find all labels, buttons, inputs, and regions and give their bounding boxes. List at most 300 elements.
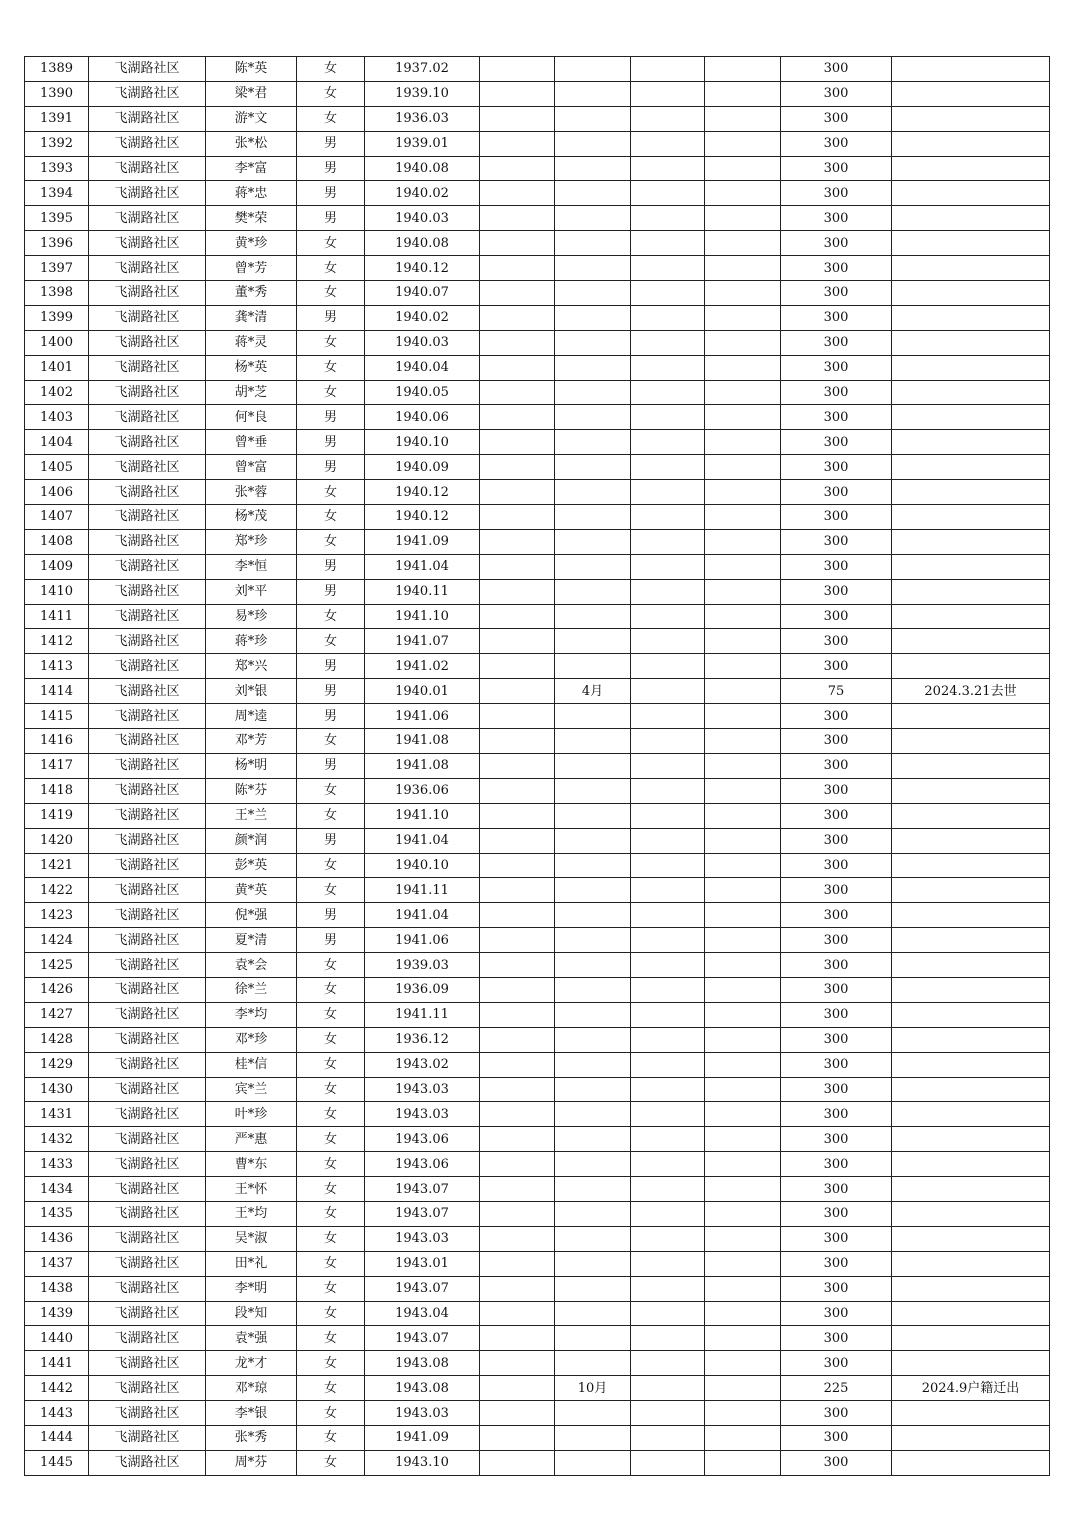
cell-remark [892,1326,1050,1351]
cell-blank-b [631,455,705,480]
cell-remark [892,1401,1050,1426]
cell-stop-month [555,1226,631,1251]
table-row [25,778,1050,803]
cell-stop-month [555,480,631,505]
cell-blank-a [480,778,555,803]
cell-serial-number: 1401 [25,355,89,380]
cell-remark [892,977,1050,1002]
cell-serial-number: 1428 [25,1027,89,1052]
cell-birth-date: 1940.12 [365,480,480,505]
cell-stop-month [555,1002,631,1027]
cell-remark [892,704,1050,729]
cell-name: 曾*富 [206,455,297,480]
cell-amount: 300 [781,1152,892,1177]
cell-blank-b [631,529,705,554]
cell-blank-a [480,903,555,928]
cell-blank-c [705,1251,781,1276]
cell-amount: 300 [781,380,892,405]
cell-gender: 女 [297,977,365,1002]
cell-blank-a [480,106,555,131]
cell-blank-a [480,405,555,430]
cell-blank-b [631,1276,705,1301]
cell-blank-c [705,305,781,330]
cell-amount: 300 [781,579,892,604]
cell-blank-c [705,156,781,181]
cell-stop-month [555,1127,631,1152]
cell-blank-c [705,455,781,480]
cell-gender: 女 [297,256,365,281]
cell-blank-c [705,1002,781,1027]
cell-blank-a [480,928,555,953]
cell-community: 飞湖路社区 [89,1177,206,1202]
cell-blank-a [480,729,555,754]
cell-remark: 2024.3.21去世 [892,679,1050,704]
cell-community: 飞湖路社区 [89,1425,206,1450]
cell-serial-number: 1434 [25,1177,89,1202]
cell-name: 周*芬 [206,1450,297,1475]
cell-gender: 男 [297,206,365,231]
cell-serial-number: 1425 [25,953,89,978]
cell-blank-b [631,604,705,629]
cell-blank-a [480,1027,555,1052]
cell-birth-date: 1940.09 [365,455,480,480]
cell-community: 飞湖路社区 [89,1450,206,1475]
cell-community: 飞湖路社区 [89,1152,206,1177]
cell-blank-c [705,330,781,355]
cell-stop-month [555,106,631,131]
cell-serial-number: 1391 [25,106,89,131]
cell-blank-b [631,106,705,131]
cell-birth-date: 1939.10 [365,81,480,106]
cell-stop-month: 10月 [555,1376,631,1401]
cell-community: 飞湖路社区 [89,853,206,878]
cell-serial-number: 1398 [25,281,89,306]
cell-blank-b [631,380,705,405]
cell-blank-a [480,1152,555,1177]
cell-stop-month [555,81,631,106]
cell-community: 飞湖路社区 [89,57,206,82]
cell-name: 曾*垂 [206,430,297,455]
cell-remark [892,1127,1050,1152]
table-row [25,380,1050,405]
cell-name: 周*逵 [206,704,297,729]
cell-community: 飞湖路社区 [89,729,206,754]
table-row [25,629,1050,654]
cell-serial-number: 1432 [25,1127,89,1152]
table-row [25,1401,1050,1426]
cell-blank-b [631,1002,705,1027]
cell-community: 飞湖路社区 [89,1376,206,1401]
cell-blank-a [480,430,555,455]
cell-blank-b [631,1177,705,1202]
cell-gender: 女 [297,1351,365,1376]
cell-remark [892,231,1050,256]
cell-name: 叶*珍 [206,1102,297,1127]
table-row [25,928,1050,953]
cell-serial-number: 1423 [25,903,89,928]
cell-name: 袁*强 [206,1326,297,1351]
cell-blank-c [705,778,781,803]
table-row [25,729,1050,754]
cell-community: 飞湖路社区 [89,704,206,729]
cell-serial-number: 1433 [25,1152,89,1177]
cell-serial-number: 1439 [25,1301,89,1326]
cell-amount: 300 [781,629,892,654]
cell-gender: 女 [297,505,365,530]
cell-remark [892,405,1050,430]
cell-blank-b [631,430,705,455]
cell-blank-a [480,1226,555,1251]
cell-name: 龙*才 [206,1351,297,1376]
cell-serial-number: 1410 [25,579,89,604]
cell-amount: 300 [781,231,892,256]
cell-gender: 女 [297,953,365,978]
cell-community: 飞湖路社区 [89,679,206,704]
cell-blank-a [480,1326,555,1351]
cell-remark [892,1052,1050,1077]
cell-amount: 300 [781,57,892,82]
cell-birth-date: 1941.10 [365,803,480,828]
table-row [25,81,1050,106]
cell-gender: 女 [297,1152,365,1177]
cell-birth-date: 1941.11 [365,878,480,903]
cell-serial-number: 1408 [25,529,89,554]
cell-amount: 300 [781,156,892,181]
cell-blank-c [705,1201,781,1226]
table-row [25,704,1050,729]
cell-community: 飞湖路社区 [89,977,206,1002]
table-row [25,1102,1050,1127]
cell-community: 飞湖路社区 [89,803,206,828]
cell-blank-b [631,1376,705,1401]
cell-amount: 300 [781,903,892,928]
cell-serial-number: 1430 [25,1077,89,1102]
cell-birth-date: 1940.11 [365,579,480,604]
cell-blank-b [631,355,705,380]
cell-stop-month [555,1152,631,1177]
cell-amount: 300 [781,778,892,803]
cell-blank-a [480,1351,555,1376]
cell-birth-date: 1940.01 [365,679,480,704]
cell-community: 飞湖路社区 [89,1077,206,1102]
cell-remark [892,1301,1050,1326]
cell-gender: 女 [297,1201,365,1226]
cell-remark [892,1177,1050,1202]
cell-serial-number: 1390 [25,81,89,106]
cell-remark [892,953,1050,978]
cell-community: 飞湖路社区 [89,430,206,455]
cell-serial-number: 1394 [25,181,89,206]
cell-amount: 300 [781,953,892,978]
cell-birth-date: 1940.08 [365,231,480,256]
cell-serial-number: 1411 [25,604,89,629]
cell-community: 飞湖路社区 [89,953,206,978]
cell-stop-month [555,729,631,754]
cell-name: 胡*芝 [206,380,297,405]
cell-birth-date: 1940.04 [365,355,480,380]
cell-blank-a [480,1052,555,1077]
cell-blank-c [705,1326,781,1351]
cell-birth-date: 1941.02 [365,654,480,679]
cell-community: 飞湖路社区 [89,753,206,778]
cell-blank-c [705,977,781,1002]
cell-birth-date: 1943.06 [365,1127,480,1152]
cell-stop-month [555,1077,631,1102]
cell-birth-date: 1941.04 [365,554,480,579]
cell-amount: 300 [781,305,892,330]
cell-blank-a [480,256,555,281]
cell-community: 飞湖路社区 [89,1201,206,1226]
cell-blank-a [480,181,555,206]
cell-stop-month [555,1326,631,1351]
cell-remark [892,81,1050,106]
table-row [25,654,1050,679]
cell-blank-c [705,729,781,754]
cell-community: 飞湖路社区 [89,1351,206,1376]
cell-stop-month [555,1102,631,1127]
cell-name: 刘*平 [206,579,297,604]
cell-blank-b [631,953,705,978]
cell-birth-date: 1936.06 [365,778,480,803]
cell-blank-a [480,206,555,231]
cell-birth-date: 1940.02 [365,305,480,330]
cell-birth-date: 1941.06 [365,704,480,729]
cell-amount: 300 [781,181,892,206]
cell-blank-c [705,1127,781,1152]
cell-remark [892,330,1050,355]
cell-serial-number: 1421 [25,853,89,878]
cell-serial-number: 1435 [25,1201,89,1226]
cell-blank-b [631,305,705,330]
cell-blank-a [480,629,555,654]
cell-amount: 300 [781,529,892,554]
cell-name: 王*兰 [206,803,297,828]
cell-blank-b [631,1077,705,1102]
cell-name: 杨*明 [206,753,297,778]
cell-blank-a [480,1251,555,1276]
cell-amount: 300 [781,81,892,106]
cell-stop-month [555,430,631,455]
allowance-roster-table [24,56,1050,1476]
cell-amount: 300 [781,1276,892,1301]
cell-serial-number: 1422 [25,878,89,903]
cell-serial-number: 1418 [25,778,89,803]
cell-blank-a [480,281,555,306]
cell-gender: 女 [297,1301,365,1326]
cell-remark [892,1251,1050,1276]
cell-blank-b [631,1450,705,1475]
cell-amount: 300 [781,106,892,131]
cell-serial-number: 1400 [25,330,89,355]
cell-community: 飞湖路社区 [89,1127,206,1152]
cell-stop-month [555,1251,631,1276]
cell-blank-b [631,1027,705,1052]
cell-serial-number: 1427 [25,1002,89,1027]
cell-community: 飞湖路社区 [89,355,206,380]
cell-blank-a [480,355,555,380]
cell-stop-month [555,1276,631,1301]
cell-birth-date: 1939.03 [365,953,480,978]
cell-birth-date: 1940.03 [365,330,480,355]
cell-birth-date: 1937.02 [365,57,480,82]
cell-community: 飞湖路社区 [89,654,206,679]
table-row [25,803,1050,828]
cell-blank-b [631,131,705,156]
cell-blank-a [480,1127,555,1152]
table-row [25,330,1050,355]
cell-blank-c [705,529,781,554]
cell-birth-date: 1939.01 [365,131,480,156]
cell-blank-c [705,1226,781,1251]
cell-name: 郑*珍 [206,529,297,554]
cell-gender: 女 [297,1127,365,1152]
table-row [25,1301,1050,1326]
cell-community: 飞湖路社区 [89,106,206,131]
cell-blank-a [480,803,555,828]
cell-stop-month [555,206,631,231]
cell-community: 飞湖路社区 [89,1251,206,1276]
table-row [25,1077,1050,1102]
cell-community: 飞湖路社区 [89,778,206,803]
cell-blank-c [705,355,781,380]
cell-amount: 300 [781,1226,892,1251]
cell-name: 蒋*灵 [206,330,297,355]
cell-blank-b [631,928,705,953]
cell-community: 飞湖路社区 [89,1276,206,1301]
cell-amount: 300 [781,1401,892,1426]
cell-name: 邓*琼 [206,1376,297,1401]
cell-stop-month [555,1027,631,1052]
cell-blank-a [480,81,555,106]
table-row [25,1177,1050,1202]
cell-blank-b [631,903,705,928]
cell-name: 宾*兰 [206,1077,297,1102]
cell-gender: 女 [297,1450,365,1475]
cell-amount: 300 [781,1177,892,1202]
cell-community: 飞湖路社区 [89,828,206,853]
cell-blank-a [480,853,555,878]
cell-name: 蒋*忠 [206,181,297,206]
cell-stop-month [555,57,631,82]
cell-serial-number: 1407 [25,505,89,530]
cell-gender: 女 [297,729,365,754]
cell-birth-date: 1936.03 [365,106,480,131]
cell-serial-number: 1396 [25,231,89,256]
cell-gender: 男 [297,903,365,928]
cell-serial-number: 1389 [25,57,89,82]
cell-amount: 300 [781,604,892,629]
cell-community: 飞湖路社区 [89,455,206,480]
cell-community: 飞湖路社区 [89,1002,206,1027]
cell-community: 飞湖路社区 [89,305,206,330]
cell-gender: 女 [297,1376,365,1401]
cell-stop-month [555,579,631,604]
cell-remark [892,629,1050,654]
cell-blank-c [705,1027,781,1052]
cell-name: 李*富 [206,156,297,181]
cell-blank-c [705,281,781,306]
cell-community: 飞湖路社区 [89,1401,206,1426]
cell-birth-date: 1936.12 [365,1027,480,1052]
cell-stop-month [555,505,631,530]
cell-community: 飞湖路社区 [89,629,206,654]
cell-gender: 女 [297,778,365,803]
cell-remark: 2024.9户籍迁出 [892,1376,1050,1401]
cell-name: 曾*芳 [206,256,297,281]
cell-name: 彭*英 [206,853,297,878]
cell-blank-c [705,878,781,903]
table-row [25,977,1050,1002]
cell-gender: 女 [297,604,365,629]
cell-name: 何*良 [206,405,297,430]
cell-community: 飞湖路社区 [89,1052,206,1077]
cell-gender: 女 [297,480,365,505]
cell-remark [892,529,1050,554]
cell-birth-date: 1940.08 [365,156,480,181]
cell-blank-a [480,1177,555,1202]
cell-blank-a [480,977,555,1002]
table-row [25,529,1050,554]
cell-stop-month: 4月 [555,679,631,704]
cell-serial-number: 1438 [25,1276,89,1301]
cell-remark [892,878,1050,903]
cell-gender: 女 [297,803,365,828]
cell-community: 飞湖路社区 [89,928,206,953]
cell-gender: 女 [297,355,365,380]
cell-community: 飞湖路社区 [89,604,206,629]
cell-name: 董*秀 [206,281,297,306]
cell-birth-date: 1941.10 [365,604,480,629]
cell-name: 易*珍 [206,604,297,629]
cell-blank-a [480,455,555,480]
cell-community: 飞湖路社区 [89,1326,206,1351]
cell-remark [892,1226,1050,1251]
cell-remark [892,206,1050,231]
cell-name: 颜*润 [206,828,297,853]
cell-gender: 男 [297,928,365,953]
table-row [25,480,1050,505]
cell-remark [892,928,1050,953]
cell-remark [892,604,1050,629]
cell-amount: 300 [781,1077,892,1102]
cell-stop-month [555,604,631,629]
cell-blank-c [705,1401,781,1426]
cell-name: 游*文 [206,106,297,131]
cell-remark [892,1425,1050,1450]
cell-stop-month [555,355,631,380]
cell-serial-number: 1414 [25,679,89,704]
cell-blank-c [705,106,781,131]
cell-amount: 300 [781,654,892,679]
table-row [25,455,1050,480]
cell-stop-month [555,928,631,953]
cell-stop-month [555,554,631,579]
cell-blank-b [631,1251,705,1276]
table-row [25,878,1050,903]
cell-name: 段*知 [206,1301,297,1326]
cell-name: 张*松 [206,131,297,156]
cell-community: 飞湖路社区 [89,1102,206,1127]
cell-blank-a [480,554,555,579]
cell-amount: 300 [781,803,892,828]
cell-community: 飞湖路社区 [89,554,206,579]
cell-birth-date: 1940.06 [365,405,480,430]
cell-birth-date: 1943.07 [365,1201,480,1226]
cell-name: 李*均 [206,1002,297,1027]
cell-blank-b [631,1351,705,1376]
table-row [25,430,1050,455]
cell-name: 李*明 [206,1276,297,1301]
